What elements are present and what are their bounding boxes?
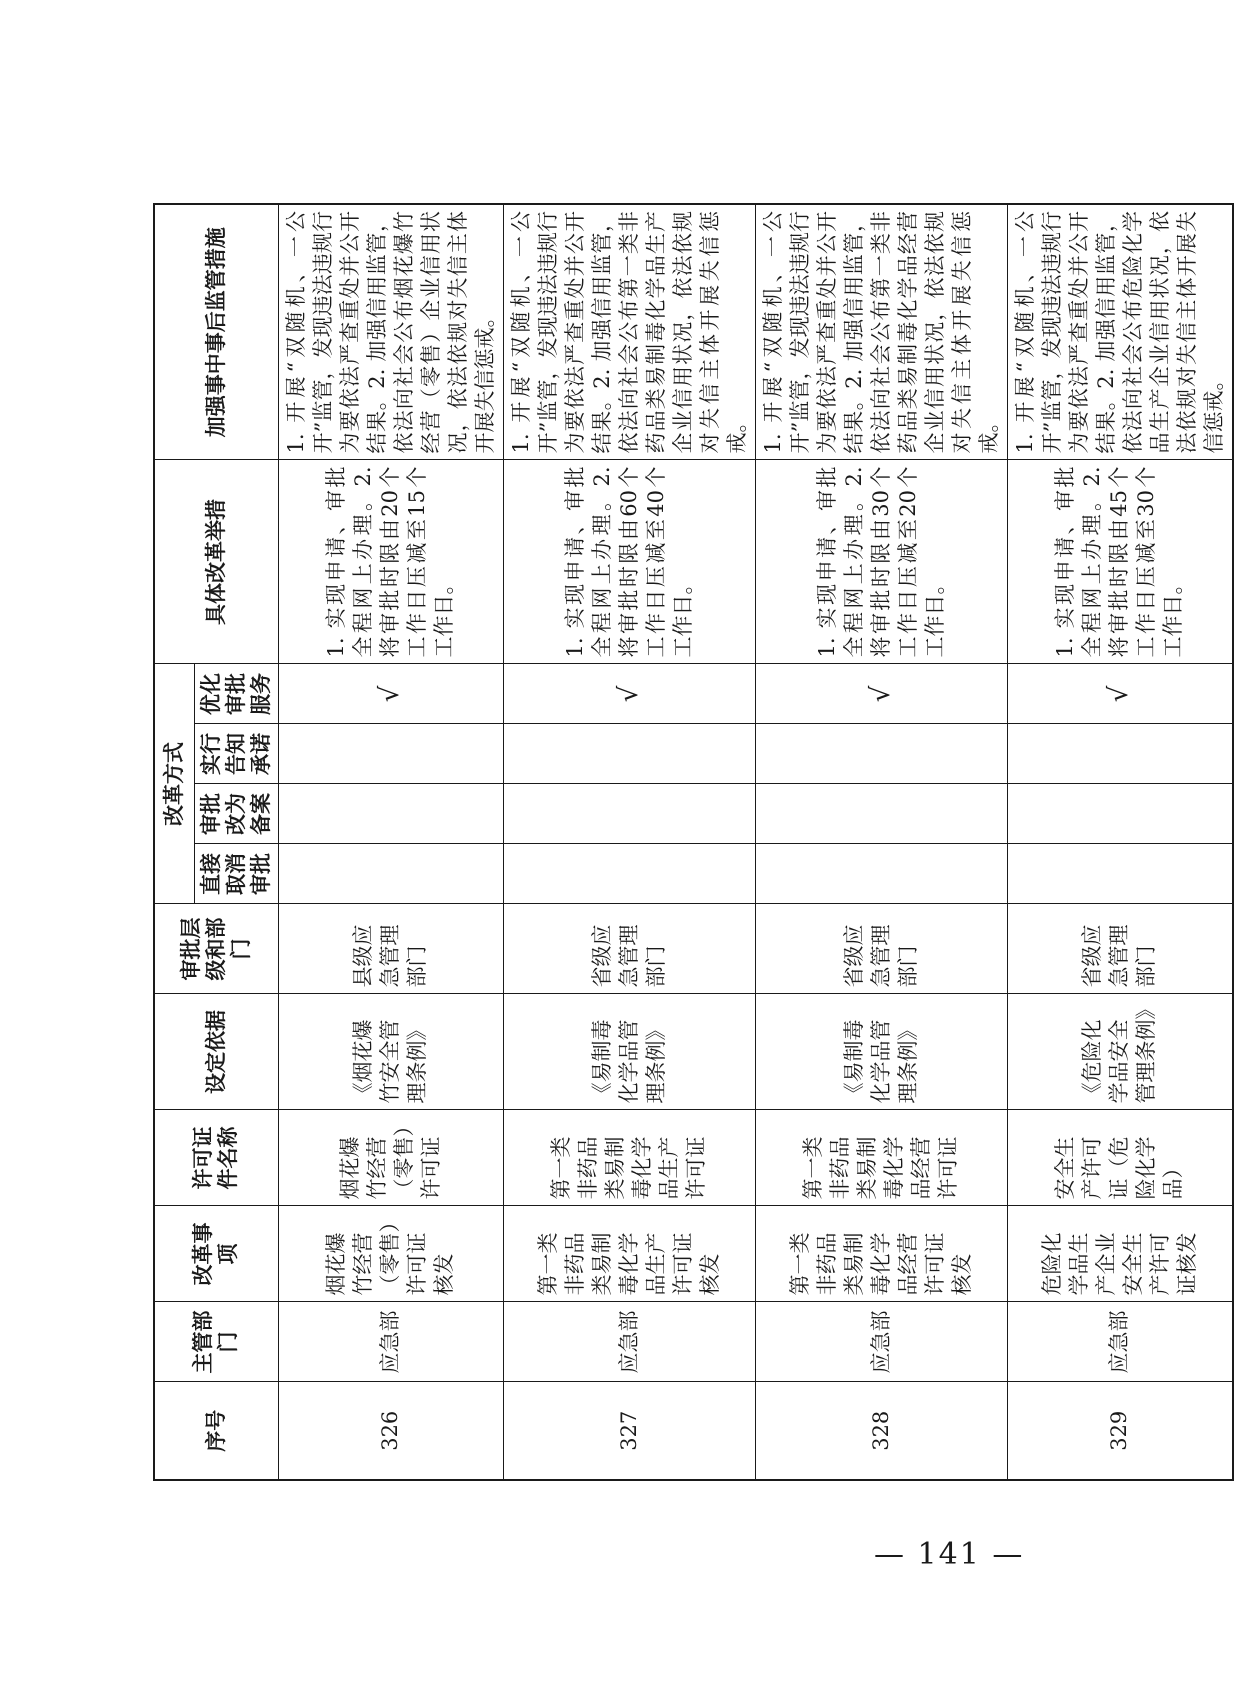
table-row xyxy=(278,204,503,1480)
cell-measures: 1. 实现申请、审批全程网上办理。2. 将审批时限由30个工作日压减至20个工作日。 xyxy=(755,460,1007,664)
cell-basis: 《易制毒化学品管理条例》 xyxy=(503,994,755,1110)
cell-level: 省级应急管理部门 xyxy=(1007,904,1233,994)
header-cancel: 直接取消审批 xyxy=(194,844,278,904)
cell-record xyxy=(278,784,503,844)
cell-basis: 《烟花爆竹安全管理条例》 xyxy=(278,994,503,1110)
cell-dept: 应急部 xyxy=(1007,1302,1233,1382)
cell-basis: 《易制毒化学品管理条例》 xyxy=(755,994,1007,1110)
cell-cancel xyxy=(503,844,755,904)
cell-measures: 1. 实现申请、审批全程网上办理。2. 将审批时限由45个工作日压减至30个工作日。 xyxy=(1007,460,1233,664)
rotated-table-wrapper xyxy=(153,205,1226,1481)
reform-table xyxy=(153,203,1234,1481)
cell-notify xyxy=(278,724,503,784)
cell-license: 安全生产许可证（危险化学品） xyxy=(1007,1110,1233,1206)
cell-seq: 326 xyxy=(278,1382,503,1480)
cell-item: 烟花爆竹经营（零售）许可证核发 xyxy=(278,1206,503,1302)
check-mark: √ xyxy=(278,664,503,724)
table-row xyxy=(1007,204,1233,1480)
cell-measures: 1. 实现申请、审批全程网上办理。2. 将审批时限由20个工作日压减至15个工作日。 xyxy=(278,460,503,664)
cell-license: 第一类非药品类易制毒化学品生产许可证 xyxy=(503,1110,755,1206)
header-level: 审批层级和部门 xyxy=(154,904,278,994)
page-number: — 141 — xyxy=(874,1537,1025,1572)
cell-item: 第一类非药品类易制毒化学品经营许可证核发 xyxy=(755,1206,1007,1302)
cell-item: 第一类非药品类易制毒化学品生产许可证核发 xyxy=(503,1206,755,1302)
cell-basis: 《危险化学品安全管理条例》 xyxy=(1007,994,1233,1110)
cell-level: 省级应急管理部门 xyxy=(503,904,755,994)
cell-measures: 1. 实现申请、审批全程网上办理。2. 将审批时限由60个工作日压减至40个工作日。 xyxy=(503,460,755,664)
header-item: 改革事项 xyxy=(154,1206,278,1302)
cell-cancel xyxy=(1007,844,1233,904)
cell-dept: 应急部 xyxy=(278,1302,503,1382)
header-reform: 改革方式 xyxy=(154,664,194,904)
cell-license: 第一类非药品类易制毒化学品经营许可证 xyxy=(755,1110,1007,1206)
check-mark: √ xyxy=(503,664,755,724)
header-basis: 设定依据 xyxy=(154,994,278,1110)
table-row xyxy=(755,204,1007,1480)
cell-supervision: 1. 开展“双随机、一公开”监管，发现违法违规行为要依法严查重处并公开结果。2. 加强信用监管，依法向社会公布第一类非药品类易制毒化学品经营企业信用状况，依法依规对失信主体开展失信惩戒。 xyxy=(755,204,1007,460)
cell-notify xyxy=(755,724,1007,784)
table-row xyxy=(503,204,755,1480)
cell-level: 省级应急管理部门 xyxy=(755,904,1007,994)
cell-record xyxy=(1007,784,1233,844)
cell-dept: 应急部 xyxy=(503,1302,755,1382)
cell-license: 烟花爆竹经营（零售）许可证 xyxy=(278,1110,503,1206)
cell-level: 县级应急管理部门 xyxy=(278,904,503,994)
cell-supervision: 1. 开展“双随机、一公开”监管，发现违法违规行为要依法严查重处并公开结果。2. 加强信用监管，依法向社会公布第一类非药品类易制毒化学品生产企业信用状况，依法依规对失信主体开展失信惩戒。 xyxy=(503,204,755,460)
header-notify: 实行告知承诺 xyxy=(194,724,278,784)
cell-cancel xyxy=(278,844,503,904)
cell-record xyxy=(503,784,755,844)
cell-notify xyxy=(1007,724,1233,784)
cell-dept: 应急部 xyxy=(755,1302,1007,1382)
header-seq: 序号 xyxy=(154,1382,278,1480)
cell-cancel xyxy=(755,844,1007,904)
header-record: 审批改为备案 xyxy=(194,784,278,844)
header-supervision: 加强事中事后监管措施 xyxy=(154,204,278,460)
header-measures: 具体改革举措 xyxy=(154,460,278,664)
cell-supervision: 1. 开展“双随机、一公开”监管，发现违法违规行为要依法严查重处并公开结果。2. 加强信用监管，依法向社会公布危险化学品生产企业信用状况，依法依规对失信主体开展失信惩戒。 xyxy=(1007,204,1233,460)
header-optimize: 优化审批服务 xyxy=(194,664,278,724)
cell-seq: 328 xyxy=(755,1382,1007,1480)
cell-seq: 329 xyxy=(1007,1382,1233,1480)
header-license: 许可证件名称 xyxy=(154,1110,278,1206)
cell-seq: 327 xyxy=(503,1382,755,1480)
check-mark: √ xyxy=(1007,664,1233,724)
header-dept: 主管部门 xyxy=(154,1302,278,1382)
cell-record xyxy=(755,784,1007,844)
cell-item: 危险化学品生产企业安全生产许可证核发 xyxy=(1007,1206,1233,1302)
cell-supervision: 1. 开展“双随机、一公开”监管，发现违法违规行为要依法严查重处并公开结果。2. 加强信用监管，依法向社会公布烟花爆竹经营（零售）企业信用状况，依法依规对失信主体开展失信惩戒。 xyxy=(278,204,503,460)
table-container xyxy=(153,205,1226,1481)
check-mark: √ xyxy=(755,664,1007,724)
cell-notify xyxy=(503,724,755,784)
